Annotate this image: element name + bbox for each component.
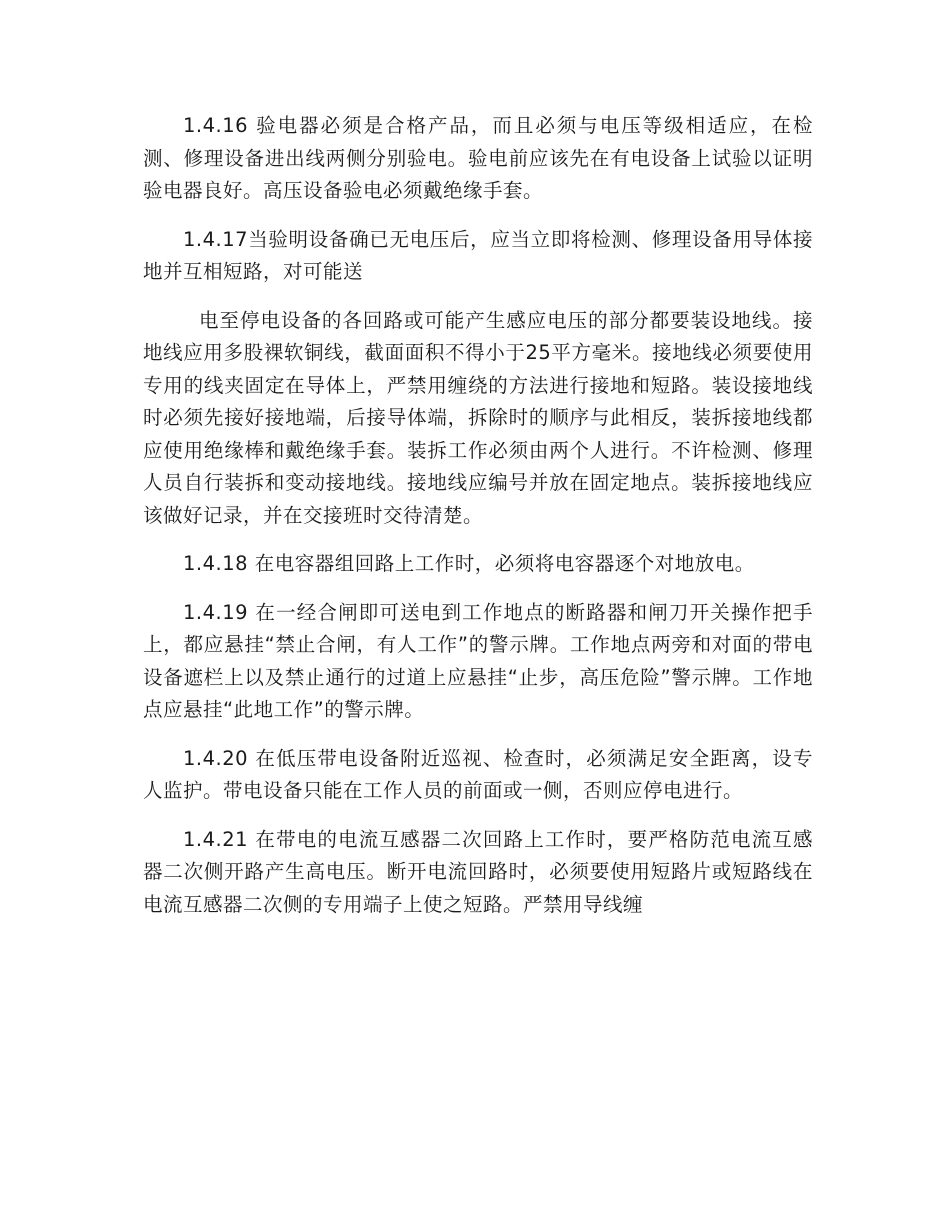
paragraph-1-4-19: 1.4.19 在一经合闸即可送电到工作地点的断路器和闸刀开关操作把手上，都应悬挂“禁止合闸，有人工作”的警示牌。工作地点两旁和对面的带电设备遮栏上以及禁止通行的过道上应悬挂“止步，高压危险”警示牌。工作地点应悬挂“此地工作”的警示牌。	[143, 600, 813, 721]
paragraph-1-4-17: 1.4.17当验明设备确已无电压后，应当立即将检测、修理设备用导体接地并互相短路，对可能送	[143, 227, 813, 283]
paragraph-1-4-21: 1.4.21 在带电的电流互感器二次回路上工作时，要严格防范电流互感器二次侧开路产生高电压。断开电流回路时，必须要使用短路片或短路线在电流互感器二次侧的专用端子上使之短路。严禁用导线缠	[143, 827, 813, 916]
paragraph-1-4-16: 1.4.16 验电器必须是合格产品，而且必须与电压等级相适应，在检测、修理设备进出线两侧分别验电。验电前应该先在有电设备上试验以证明验电器良好。高压设备验电必须戴绝缘手套。	[143, 114, 813, 202]
paragraph-1-4-20: 1.4.20 在低压带电设备附近巡视、检查时，必须满足安全距离，设专人监护。带电设备只能在工作人员的前面或一侧，否则应停电进行。	[143, 746, 813, 802]
paragraph-1-4-18: 1.4.18 在电容器组回路上工作时，必须将电容器逐个对地放电。	[183, 552, 755, 575]
document-body	[143, 110, 813, 937]
paragraph-grounding-wire: 电至停电设备的各回路或可能产生感应电压的部分都要装设地线。接地线应用多股裸软铜线，截面面积不得小于25平方毫米。接地线必须要使用专用的线夹固定在导体上，严禁用缠绕的方法进行接地和短路。装设接地线时必须先接好接地端，后接导体端，拆除时的顺序与此相反，装拆接地线都应使用绝缘棒和戴绝缘手套。装拆工作必须由两个人进行。不许检测、修理人员自行装拆和变动接地线。接地线应编号并放在固定地点。装拆接地线应该做好记录，并在交接班时交待清楚。	[143, 308, 813, 527]
